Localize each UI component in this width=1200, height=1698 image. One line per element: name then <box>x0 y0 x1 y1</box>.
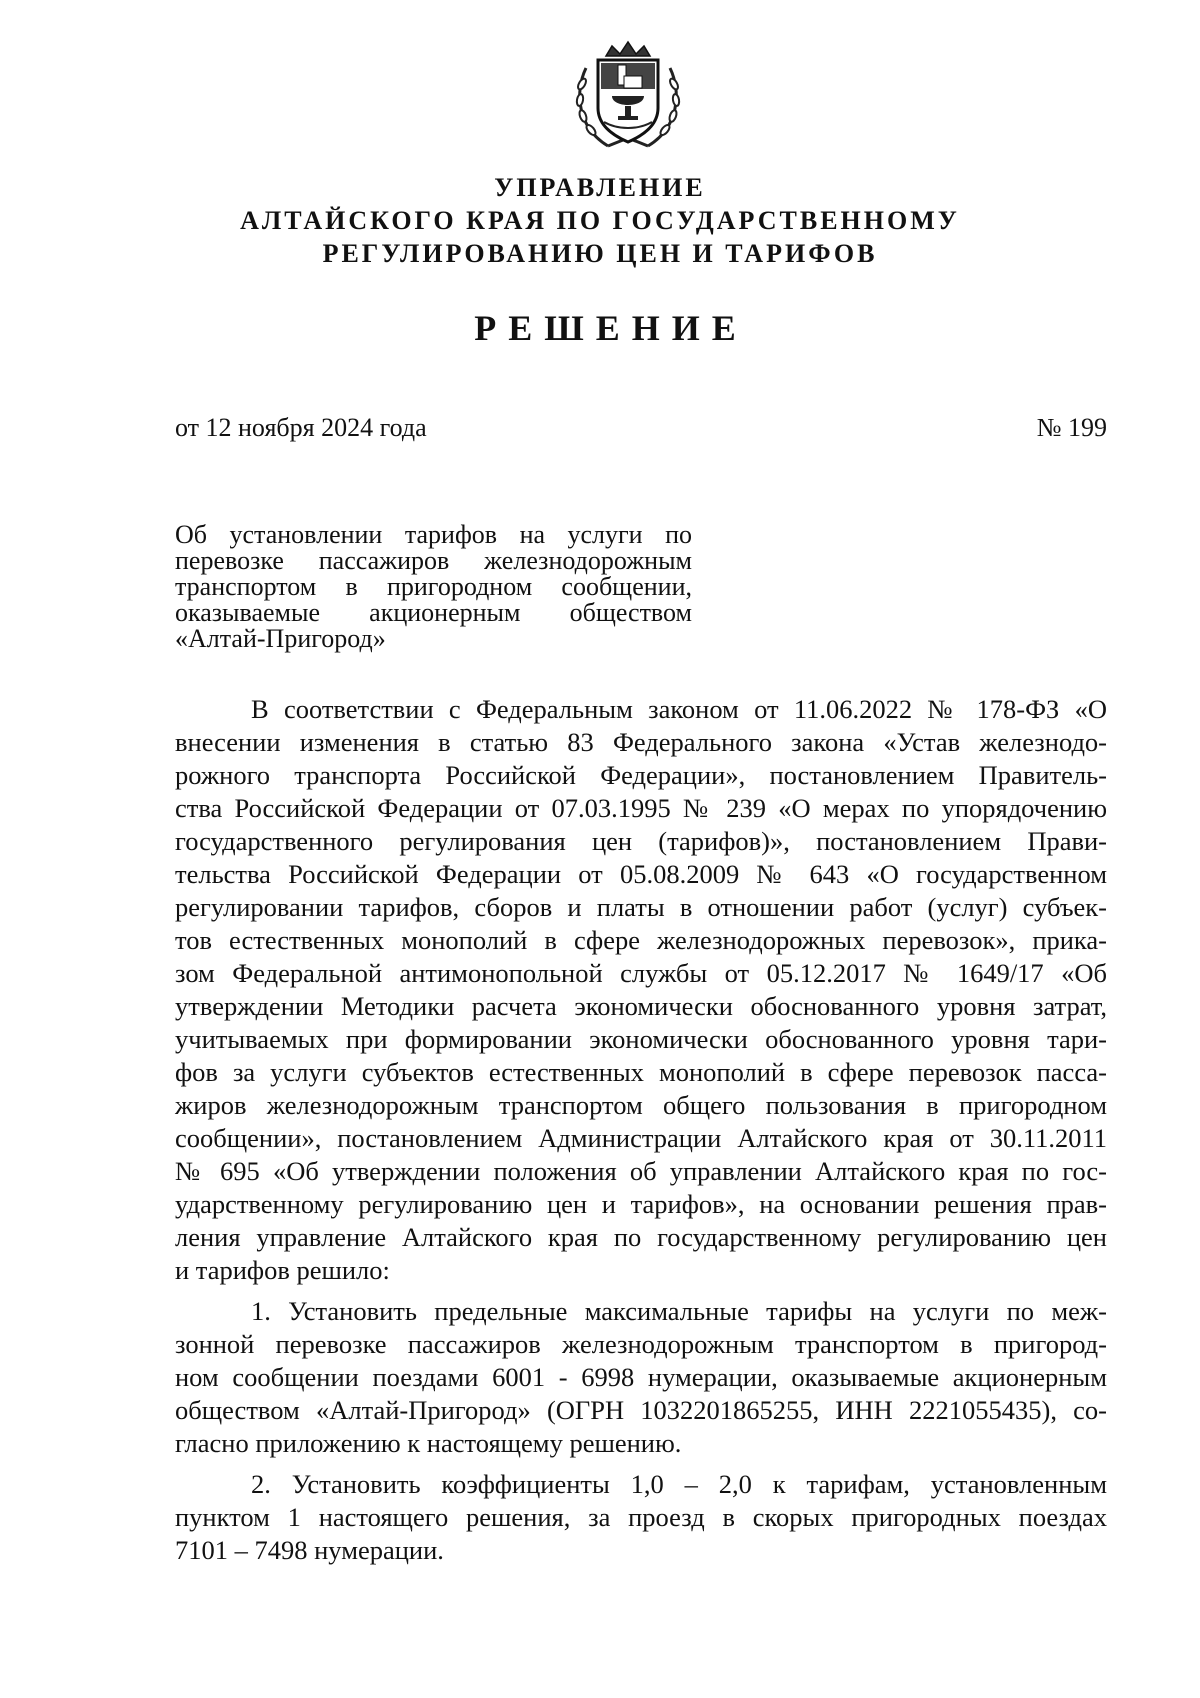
document-date: от 12 ноября 2024 года <box>175 413 427 442</box>
item-2-paragraph <box>175 1468 1107 1567</box>
item-1-line: 1. Установить предельные максимальные тарифы на услуги по меж- <box>251 1296 1107 1326</box>
coat-of-arms-emblem <box>568 38 688 156</box>
document-title: РЕШЕНИЕ <box>474 308 748 348</box>
document-number: № 199 <box>1036 413 1107 442</box>
document-body <box>175 693 1107 1567</box>
preamble-line: тельства Российской Федерации от 05.08.2009 № 643 «О государственном <box>175 859 1107 889</box>
preamble-line: жиров железнодорожным транспортом общего пользования в пригородном <box>175 1090 1107 1120</box>
preamble-line: учитываемых при формировании экономически обоснованного уровня тари- <box>175 1024 1107 1054</box>
subject-line: транспортом в пригородном сообщении, <box>175 572 692 601</box>
preamble-line: регулировании тарифов, сборов и платы в отношении работ (услуг) субъек- <box>175 892 1107 922</box>
subject-line: «Алтай-Пригород» <box>175 624 386 653</box>
preamble-line: утверждении Методики расчета экономически обоснованного уровня затрат, <box>175 991 1107 1021</box>
preamble-line: зом Федеральной антимонопольной службы от 05.12.2017 № 1649/17 «Об <box>175 958 1107 988</box>
item-1-line: обществом «Алтай-Пригород» (ОГРН 1032201865255, ИНН 2221055435), со- <box>175 1395 1107 1425</box>
preamble-line: сообщении», постановлением Администрации Алтайского края от 30.11.2011 <box>175 1123 1107 1153</box>
document-subject <box>175 522 692 652</box>
item-2-line: пунктом 1 настоящего решения, за проезд в скорых пригородных поездах <box>175 1502 1107 1532</box>
issuer-header-line-1: УПРАВЛЕНИЕ <box>494 173 706 202</box>
item-2-line: 2. Установить коэффициенты 1,0 – 2,0 к тарифам, установленным <box>251 1469 1107 1499</box>
issuer-header <box>0 171 1200 270</box>
subject-line: Об установлении тарифов на услуги по <box>175 520 692 549</box>
preamble-line: ударственному регулированию цен и тарифов», на основании решения прав- <box>175 1189 1107 1219</box>
issuer-header-line-2: АЛТАЙСКОГО КРАЯ ПО ГОСУДАРСТВЕННОМУ <box>240 206 960 235</box>
item-1-line: ном сообщении поездами 6001 - 6998 нумерации, оказываемые акционерным <box>175 1362 1107 1392</box>
preamble-line: В соответствии с Федеральным законом от 11.06.2022 № 178-ФЗ «О <box>251 694 1107 724</box>
preamble-line: государственного регулирования цен (тарифов)», постановлением Прави- <box>175 826 1107 856</box>
preamble-line: рожного транспорта Российской Федерации», постановлением Правитель- <box>175 760 1107 790</box>
preamble-line: и тарифов решило: <box>175 1255 390 1285</box>
preamble-line: внесении изменения в статью 83 Федерального закона «Устав железнодо- <box>175 727 1107 757</box>
subject-line: перевозке пассажиров железнодорожным <box>175 546 692 575</box>
subject-line: оказываемые акционерным обществом <box>175 598 692 627</box>
issuer-header-line-3: РЕГУЛИРОВАНИЮ ЦЕН И ТАРИФОВ <box>322 239 878 268</box>
preamble-line: ления управление Алтайского края по государственному регулированию цен <box>175 1222 1107 1252</box>
preamble-paragraph <box>175 693 1107 1287</box>
preamble-line: ства Российской Федерации от 07.03.1995 № 239 «О мерах по упорядочению <box>175 793 1107 823</box>
item-1-line: зонной перевозке пассажиров железнодорожным транспортом в пригород- <box>175 1329 1107 1359</box>
item-2-line: 7101 – 7498 нумерации. <box>175 1535 444 1565</box>
item-1-line: гласно приложению к настоящему решению. <box>175 1428 682 1458</box>
preamble-line: тов естественных монополий в сфере железнодорожных перевозок», прика- <box>175 925 1107 955</box>
item-1-paragraph <box>175 1295 1107 1460</box>
preamble-line: № 695 «Об утверждении положения об управлении Алтайского края по гос- <box>175 1156 1107 1186</box>
preamble-line: фов за услуги субъектов естественных монополий в сфере перевозок пасса- <box>175 1057 1107 1087</box>
